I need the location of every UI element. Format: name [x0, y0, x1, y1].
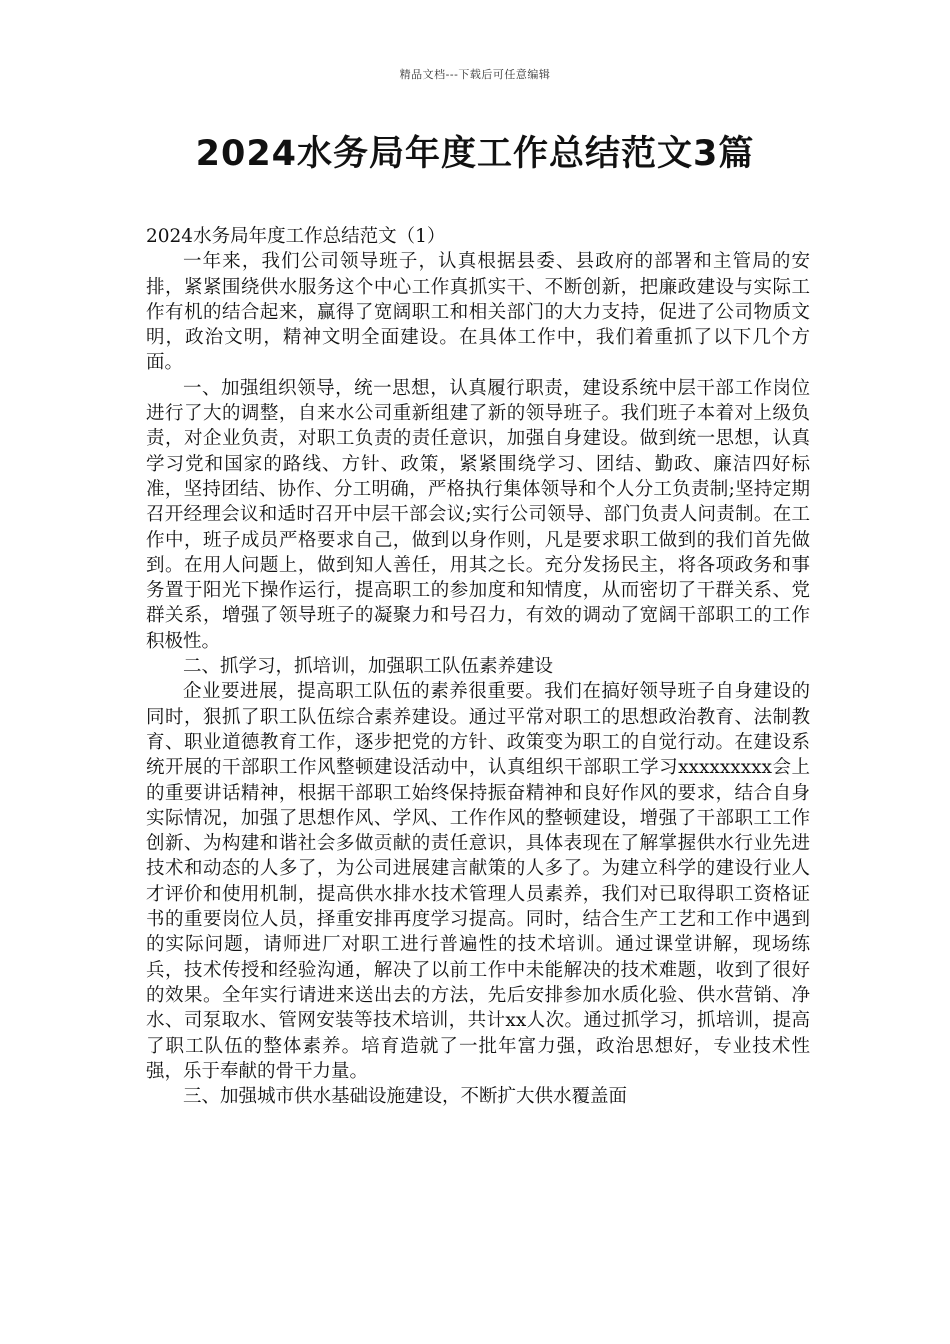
- heading-section-two: 二、抓学习，抓培训，加强职工队伍素养建设: [183, 656, 554, 678]
- section-subtitle: 2024水务局年度工作总结范文（1）: [146, 226, 446, 247]
- page-title: 2024水务局年度工作总结范文3篇: [195, 134, 755, 174]
- paragraph-section-two: 企业要进展，提高职工队伍的素养很重要。我们在搞好领导班子自身建设的同时，狠抓了职工队伍综合素养建设。通过平常对职工的思想政治教育、法制教育、职业道德教育工作，逐步把党的方针、政策变为职工的自觉行动。在建设系统开展的干部职工作风整顿建设活动中，认真组织干部职工学习xxxxxxxxx会上的重要讲话精神，根据干部职工始终保持振奋精神和良好作风的要求，结合自身实际情况，加强了思想作风、学风、工作作风的整顿建设，增强了干部职工工作创新、为构建和谐社会多做贡献的责任意识，具体表现在了解掌握供水行业先进技术和动态的人多了，为公司进展建言献策的人多了。为建立科学的建设行业人才评价和使用机制，提高供水排水技术管理人员素养，我们对已取得职工资格证书的重要岗位人员，择重安排再度学习提高。同时，结合生产工艺和工作中遇到的实际问题，请师进厂对职工进行普遍性的技术培训。通过课堂讲解，现场练兵，技术传授和经验沟通，解决了以前工作中未能解决的技术难题，收到了很好的效果。全年实行请进来送出去的方法，先后安排参加水质化验、供水营销、净水、司泵取水、管网安装等技术培训，共计xx人次。通过抓学习，抓培训，提高了职工队伍的整体素养。培育造就了一批年富力强，政治思想好，专业技术性强，乐于奉献的骨干力量。: [146, 681, 810, 1082]
- header-note: 精品文档---下载后可任意编辑: [399, 68, 551, 81]
- paragraph-intro: 一年来，我们公司领导班子，认真根据县委、县政府的部署和主管局的安排，紧紧围绕供水服务这个中心工作真抓实干、不断创新，把廉政建设与实际工作有机的结合起来，赢得了宽阔职工和相关部门的大力支持，促进了公司物质文明，政治文明，精神文明全面建设。在具体工作中，我们着重抓了以下几个方面。: [146, 251, 810, 374]
- document-body: [146, 224, 810, 1109]
- heading-section-three: 三、加强城市供水基础设施建设，不断扩大供水覆盖面: [183, 1086, 628, 1108]
- paragraph-section-one: 一、加强组织领导，统一思想，认真履行职责，建设系统中层干部工作岗位进行了大的调整，自来水公司重新组建了新的领导班子。我们班子本着对上级负责，对企业负责，对职工负责的责任意识，加强自身建设。做到统一思想，认真学习党和国家的路线、方针、政策，紧紧围绕学习、团结、勤政、廉洁四好标准，坚持团结、协作、分工明确，严格执行集体领导和个人分工负责制;坚持定期召开经理会议和适时召开中层干部会议;实行公司领导、部门负责人问责制。在工作中，班子成员严格要求自己，做到以身作则，凡是要求职工做到的我们首先做到。在用人问题上，做到知人善任，用其之长。充分发扬民主，将各项政务和事务置于阳光下操作运行，提高职工的参加度和知情度，从而密切了干群关系、党群关系，增强了领导班子的凝聚力和号召力，有效的调动了宽阔干部职工的工作积极性。: [146, 377, 810, 652]
